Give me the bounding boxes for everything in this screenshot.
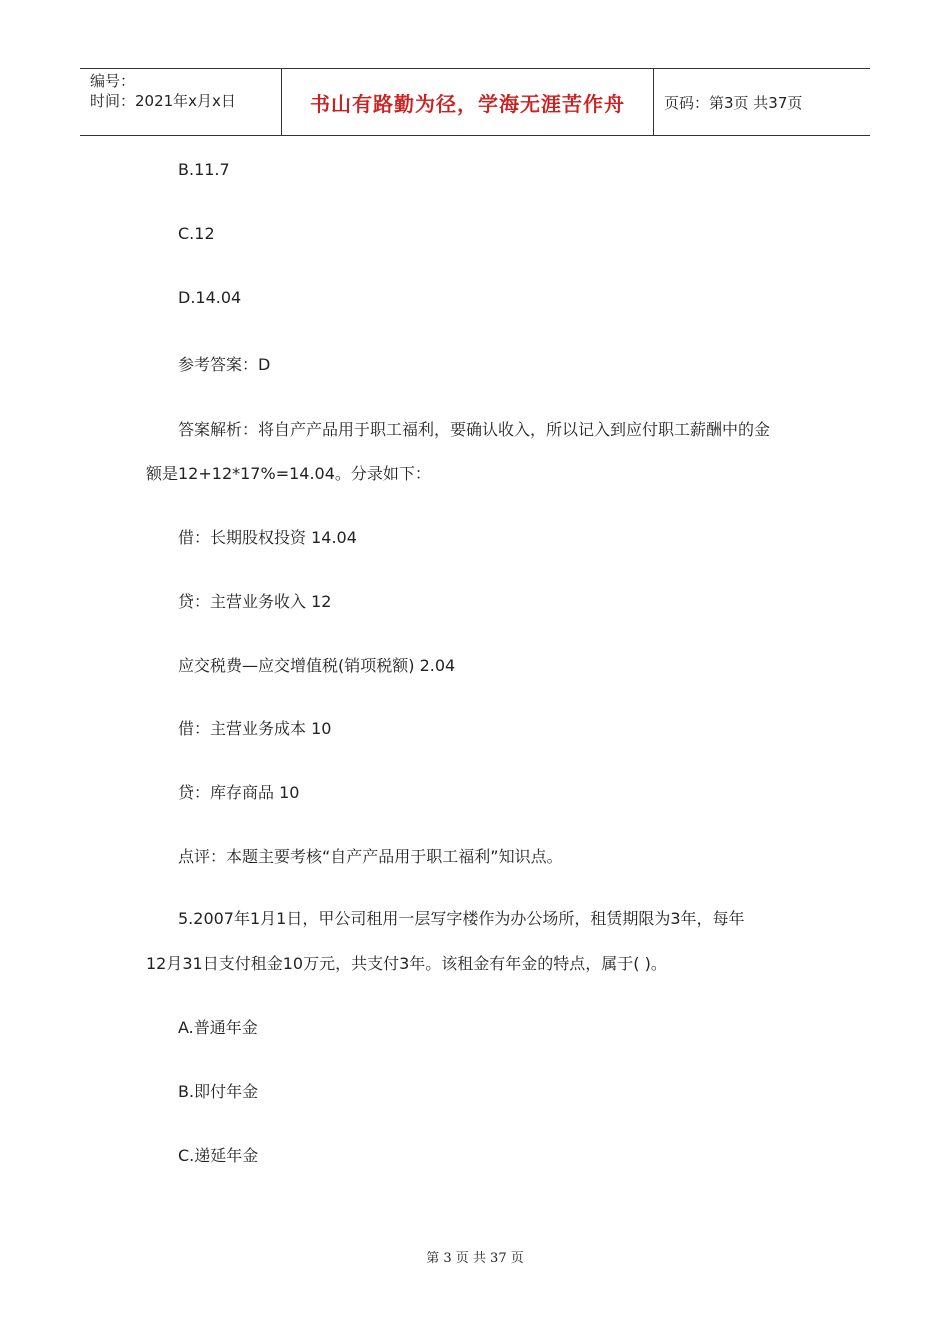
page-header xyxy=(80,68,870,136)
motto: 书山有路勤为径，学海无涯苦作舟 xyxy=(310,91,625,116)
option-d: D.14.04 xyxy=(178,288,242,307)
analysis-line-1: 答案解析：将自产产品用于职工福利，要确认收入，所以记入到应付职工薪酬中的金 xyxy=(178,420,771,439)
entry-credit-2: 应交税费—应交增值税(销项税额) 2.04 xyxy=(178,656,456,675)
page-info: 页码：第3页 共37页 xyxy=(664,93,803,112)
q5-option-c: C.递延年金 xyxy=(178,1146,259,1165)
option-c: C.12 xyxy=(178,224,215,243)
entry-debit-2: 借：主营业务成本 10 xyxy=(178,719,332,738)
q5-option-b: B.即付年金 xyxy=(178,1082,259,1101)
question-5-line-2: 12月31日支付租金10万元，共支付3年。该租金有年金的特点，属于( )。 xyxy=(146,954,667,973)
q5-option-a: A.普通年金 xyxy=(178,1018,258,1037)
entry-credit-1: 贷：主营业务收入 12 xyxy=(178,592,332,611)
entry-credit-3: 贷：库存商品 10 xyxy=(178,783,300,802)
comment: 点评：本题主要考核“自产产品用于职工福利”知识点。 xyxy=(178,847,563,866)
date-label: 时间：2021年x月x日 xyxy=(90,92,236,110)
reference-answer: 参考答案：D xyxy=(178,355,271,374)
question-5-line-1: 5.2007年1月1日，甲公司租用一层写字楼作为办公场所，租赁期限为3年，每年 xyxy=(178,909,745,928)
option-b: B.11.7 xyxy=(178,160,230,179)
header-meta xyxy=(80,69,282,135)
entry-debit-1: 借：长期股权投资 14.04 xyxy=(178,528,357,547)
page-footer: 第 3 页 共 37 页 xyxy=(426,1251,524,1266)
header-page-info xyxy=(654,69,870,135)
code-label: 编号： xyxy=(90,72,136,90)
analysis-line-2: 额是12+12*17%=14.04。分录如下： xyxy=(146,464,431,483)
header-motto-cell xyxy=(282,69,654,135)
